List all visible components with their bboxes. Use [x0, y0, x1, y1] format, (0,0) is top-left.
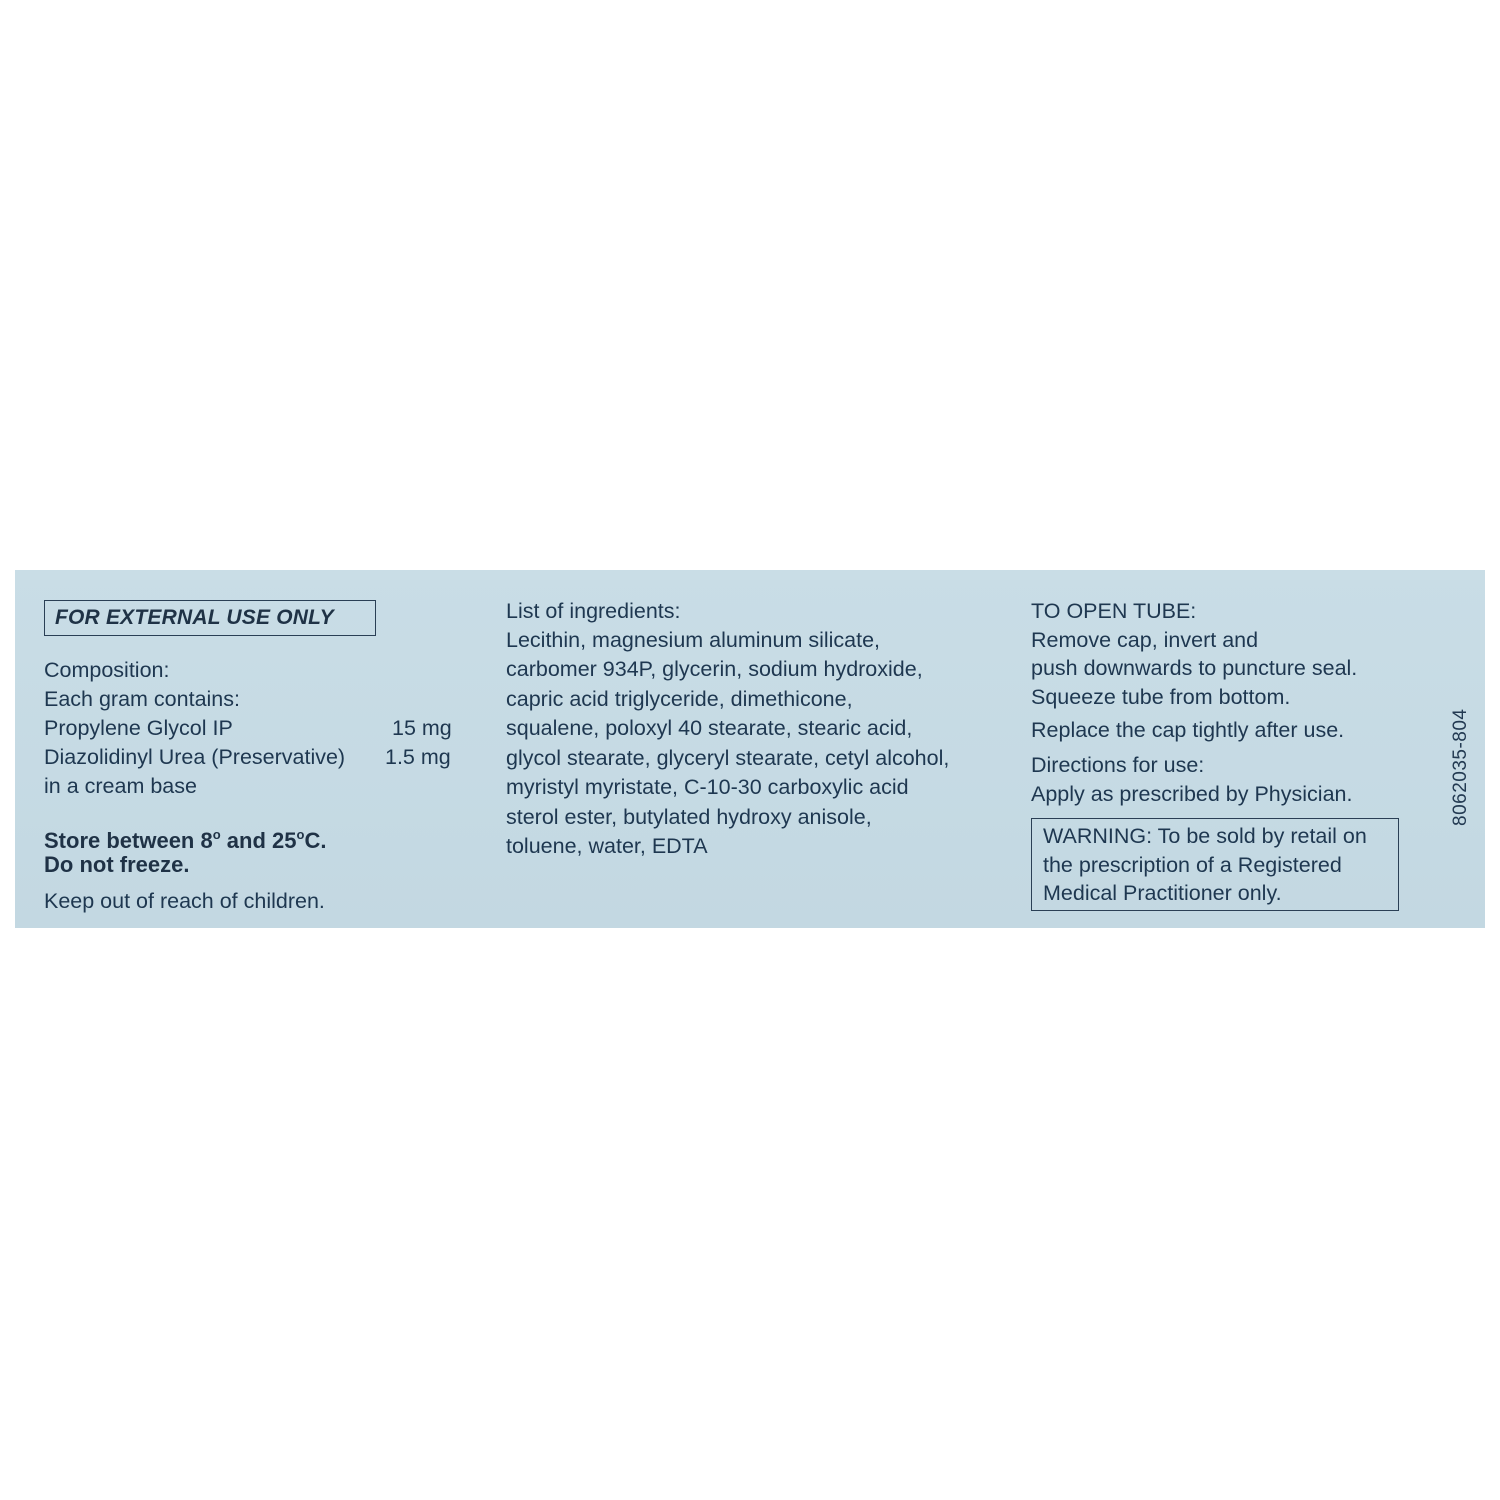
ingredients-line: glycol stearate, glyceryl stearate, cetyl alcohol,: [506, 746, 950, 770]
do-not-freeze-text: Do not freeze.: [44, 852, 190, 877]
warning-line: WARNING: To be sold by retail on: [1043, 824, 1367, 848]
each-gram-text: Each gram contains:: [44, 687, 240, 711]
storage-text: Store between 8$^o$ and 25$^o$C.: [44, 827, 327, 853]
carton-panel: [15, 570, 1485, 928]
open-tube-line: Squeeze tube from bottom.: [1031, 685, 1291, 709]
warning-box: [1031, 818, 1399, 911]
open-tube-heading: TO OPEN TUBE:: [1031, 599, 1197, 623]
ingredients-line: sterol ester, butylated hydroxy anisole,: [506, 805, 872, 829]
open-tube-line: Remove cap, invert and: [1031, 628, 1259, 652]
ingredients-line: myristyl myristate, C-10-30 carboxylic acid: [506, 775, 909, 799]
ingredients-line: Lecithin, magnesium aluminum silicate,: [506, 628, 881, 652]
cream-base-text: in a cream base: [44, 774, 197, 798]
replace-cap-text: Replace the cap tightly after use.: [1031, 718, 1345, 742]
external-use-box: FOR EXTERNAL USE ONLY: [44, 600, 376, 636]
directions-label: Directions for use:: [1031, 753, 1205, 777]
ingredients-line: squalene, poloxyl 40 stearate, stearic acid,: [506, 716, 913, 740]
ingredient-amount-1: 15 mg: [392, 716, 452, 740]
composition-label: Composition:: [44, 658, 170, 682]
ingredients-heading: List of ingredients:: [506, 599, 681, 623]
warning-line: Medical Practitioner only.: [1043, 881, 1282, 905]
open-tube-line: push downwards to puncture seal.: [1031, 656, 1358, 680]
ingredient-amount-2: 1.5 mg: [385, 745, 451, 769]
keep-out-text: Keep out of reach of children.: [44, 889, 325, 913]
ingredients-line: carbomer 934P, glycerin, sodium hydroxide,: [506, 657, 923, 681]
ingredients-line: capric acid triglyceride, dimethicone,: [506, 687, 853, 711]
ingredient-name-2: Diazolidinyl Urea (Preservative): [44, 745, 346, 769]
warning-line: the prescription of a Registered: [1043, 853, 1342, 877]
directions-text: Apply as prescribed by Physician.: [1031, 782, 1353, 806]
product-code: 8062035-804: [1450, 708, 1471, 826]
ingredients-line: toluene, water, EDTA: [506, 834, 708, 858]
ingredient-name-1: Propylene Glycol IP: [44, 716, 233, 740]
